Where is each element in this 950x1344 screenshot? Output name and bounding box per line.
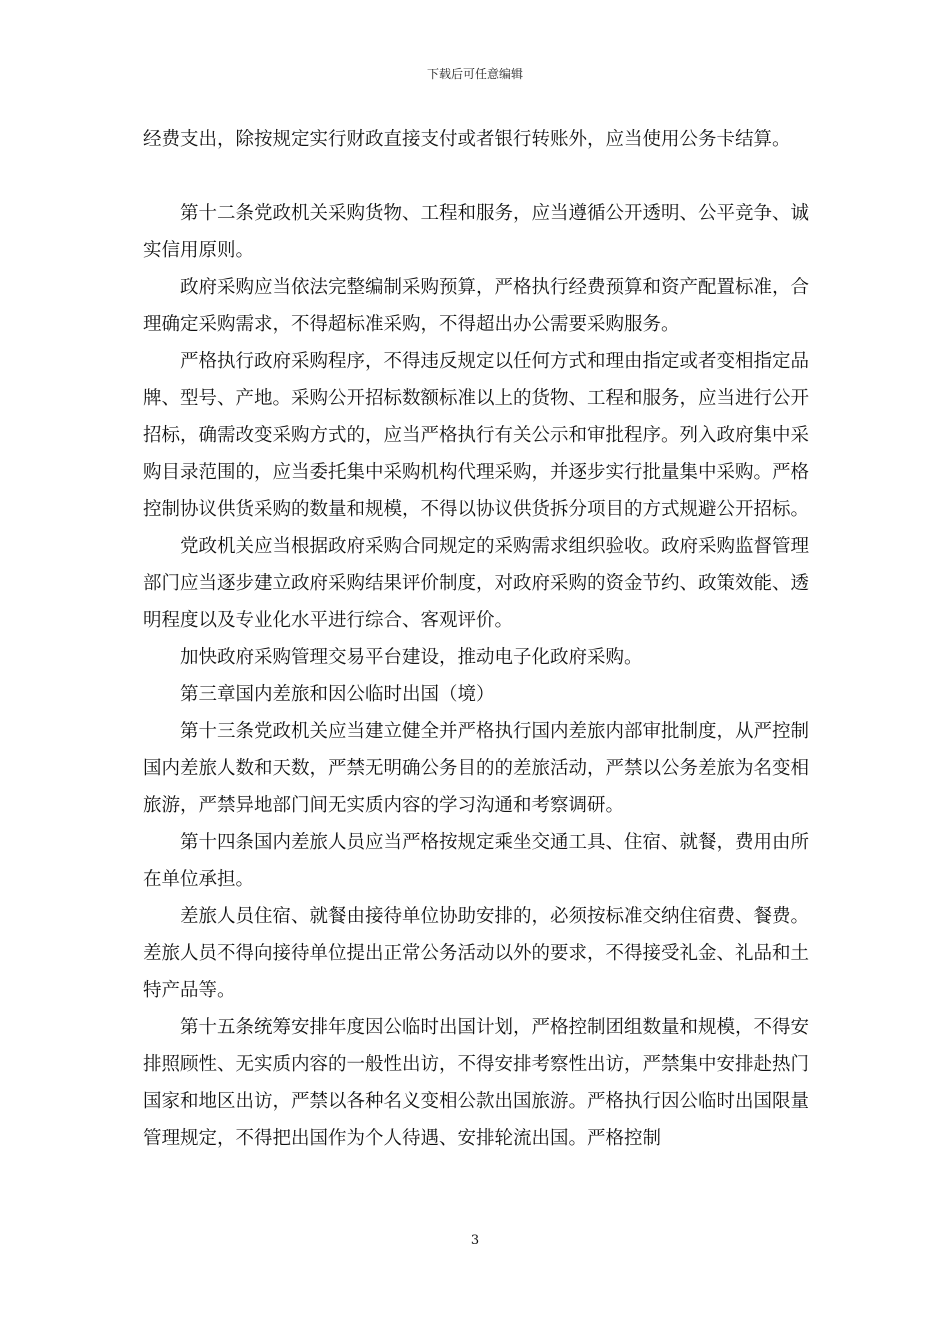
paragraph-continuation: 经费支出，除按规定实行财政直接支付或者银行转账外，应当使用公务卡结算。 [143,129,791,150]
paragraph-procurement-acceptance: 党政机关应当根据政府采购合同规定的采购需求组织验收。政府采购监督管理部门应当逐步建立政府采购结果评价制度，对政府采购的资金节约、政策效能、透明程度以及专业化水平进行综合、客观评价。 [143,536,810,631]
page-number: 3 [470,1233,480,1248]
page-header: 下载后可任意编辑 [426,67,523,81]
paragraph-article-14: 第十四条国内差旅人员应当严格按规定乘坐交通工具、住宿、就餐，费用由所在单位承担。 [143,832,810,890]
chapter-heading-3: 第三章国内差旅和因公临时出国（境） [180,684,495,705]
paragraph-article-12: 第十二条党政机关采购货物、工程和服务，应当遵循公开透明、公平竞争、诚实信用原则。 [143,203,810,261]
paragraph-travel-accommodation: 差旅人员住宿、就餐由接待单位协助安排的，必须按标准交纳住宿费、餐费。差旅人员不得向接待单位提出正常公务活动以外的要求，不得接受礼金、礼品和土特产品等。 [143,906,810,1001]
paragraph-procurement-budget: 政府采购应当依法完整编制采购预算，严格执行经费预算和资产配置标准，合理确定采购需求，不得超标准采购，不得超出办公需要采购服务。 [143,277,810,335]
paragraph-procurement-procedure: 严格执行政府采购程序，不得违反规定以任何方式和理由指定或者变相指定品牌、型号、产地。采购公开招标数额标准以上的货物、工程和服务，应当进行公开招标，确需改变采购方式的，应当严格执行有关公示和审批程序。列入政府集中采购目录范围的，应当委托集中采购机构代理采购，并逐步实行批量集中采购。严格控制协议供货采购的数量和规模，不得以协议供货拆分项目的方式规避公开招标。 [143,351,810,520]
paragraph-procurement-platform: 加快政府采购管理交易平台建设，推动电子化政府采购。 [180,647,643,668]
paragraph-article-13: 第十三条党政机关应当建立健全并严格执行国内差旅内部审批制度，从严控制国内差旅人数和天数，严禁无明确公务目的的差旅活动，严禁以公务差旅为名变相旅游，严禁异地部门间无实质内容的学习沟通和考察调研。 [143,721,810,816]
paragraph-article-15: 第十五条统筹安排年度因公临时出国计划，严格控制团组数量和规模，不得安排照顾性、无实质内容的一般性出访，不得安排考察性出访，严禁集中安排赴热门国家和地区出访，严禁以各种名义变相公款出国旅游。严格执行因公临时出国限量管理规定，不得把出国作为个人待遇、安排轮流出国。严格控制 [143,1017,810,1149]
document-body [143,121,809,1157]
